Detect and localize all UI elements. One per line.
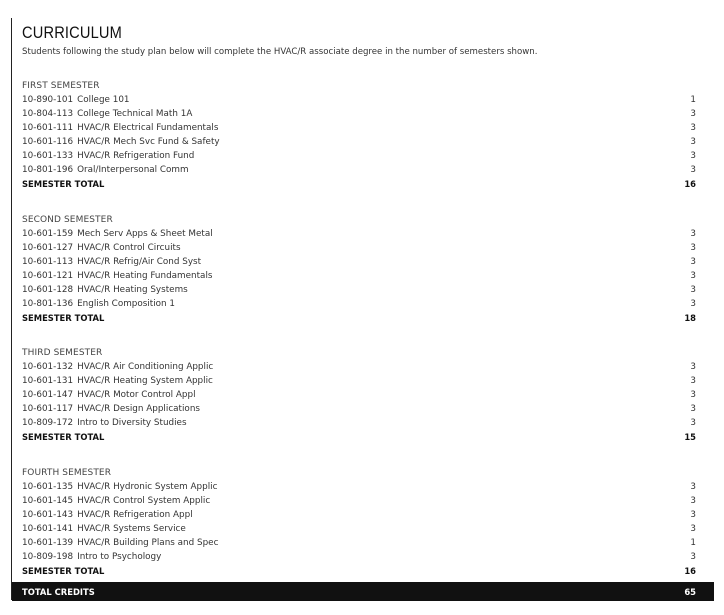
course-row [22,135,696,149]
intro-text: Students following the study plan below will complete the HVAC/R associate degree in the number of semesters shown. [22,47,538,57]
semester-total-row [22,430,696,444]
semester-total-value: 18 [684,313,696,323]
course-credits: 3 [690,524,696,534]
course-name: College Technical Math 1A [77,109,193,119]
course-row [22,416,696,430]
course-credits: 3 [690,257,696,267]
course-row [22,93,696,107]
course-credits: 3 [690,109,696,119]
semester-total-value: 15 [684,432,696,442]
course-label [22,149,194,163]
semester-total-row [22,311,696,325]
course-label [22,269,212,283]
course-credits: 3 [690,151,696,161]
semester-total-label: SEMESTER TOTAL [22,313,105,323]
course-credits: 3 [690,123,696,133]
course-row [22,255,696,269]
course-row [22,241,696,255]
semester-heading: THIRD SEMESTER [22,348,103,358]
course-code: 10-601-159 [22,229,74,239]
course-credits: 1 [690,538,696,548]
course-label [22,522,186,536]
course-credits: 3 [690,510,696,520]
semester-list [22,79,696,578]
course-label [22,360,213,374]
semester-heading: FOURTH SEMESTER [22,468,112,478]
course-label [22,107,192,121]
semester-block-third [22,346,696,444]
course-code: 10-804-113 [22,109,74,119]
course-label [22,508,193,522]
course-code: 10-601-111 [22,123,74,133]
semester-total-value: 16 [684,566,696,576]
course-name: Intro to Diversity Studies [77,418,187,428]
course-code: 10-601-139 [22,538,74,548]
course-credits: 3 [690,418,696,428]
course-row [22,121,696,135]
course-label [22,163,189,177]
course-name: HVAC/R Motor Control Appl [77,390,196,400]
course-label [22,227,213,241]
course-label [22,536,218,550]
course-credits: 3 [690,552,696,562]
curriculum-section [22,22,696,600]
course-code: 10-601-113 [22,257,74,267]
semester-total-label: SEMESTER TOTAL [22,179,105,189]
course-row [22,494,696,508]
course-name: College 101 [77,95,130,105]
course-name: HVAC/R Systems Service [77,524,186,534]
course-code: 10-601-127 [22,243,74,253]
course-name: HVAC/R Heating Systems [77,285,188,295]
course-label [22,297,175,311]
course-label [22,255,201,269]
course-name: HVAC/R Building Plans and Spec [77,538,219,548]
course-code: 10-601-128 [22,285,74,295]
course-code: 10-601-133 [22,151,74,161]
course-row [22,388,696,402]
page-title: CURRICULUM [22,23,123,42]
semester-block-first [22,79,696,191]
semester-heading: SECOND SEMESTER [22,215,113,225]
course-row [22,163,696,177]
course-label [22,135,220,149]
course-code: 10-890-101 [22,95,74,105]
course-name: HVAC/R Hydronic System Applic [77,482,218,492]
course-label [22,416,187,430]
course-row [22,374,696,388]
course-credits: 3 [690,243,696,253]
course-credits: 3 [690,137,696,147]
course-name: HVAC/R Design Applications [77,404,200,414]
course-name: HVAC/R Heating Fundamentals [77,271,213,281]
course-row [22,508,696,522]
course-code: 10-601-121 [22,271,74,281]
course-credits: 3 [690,496,696,506]
semester-total-label: SEMESTER TOTAL [22,566,105,576]
course-credits: 3 [690,376,696,386]
course-code: 10-601-147 [22,390,74,400]
course-code: 10-601-141 [22,524,74,534]
course-name: Intro to Psychology [77,552,162,562]
course-credits: 3 [690,271,696,281]
course-label [22,494,210,508]
course-row [22,480,696,494]
course-label [22,480,217,494]
course-credits: 3 [690,165,696,175]
course-code: 10-601-116 [22,137,74,147]
course-name: HVAC/R Refrigeration Appl [77,510,193,520]
course-name: HVAC/R Refrig/Air Cond Syst [77,257,202,267]
course-name: HVAC/R Control System Applic [77,496,211,506]
course-credits: 3 [690,229,696,239]
course-row [22,550,696,564]
course-name: English Composition 1 [77,299,176,309]
course-name: HVAC/R Refrigeration Fund [77,151,195,161]
course-name: HVAC/R Mech Svc Fund & Safety [77,137,220,147]
course-row [22,283,696,297]
course-code: 10-601-135 [22,482,74,492]
course-code: 10-601-117 [22,404,74,414]
course-code: 10-809-198 [22,552,74,562]
course-name: HVAC/R Electrical Fundamentals [77,123,219,133]
course-code: 10-601-145 [22,496,74,506]
total-credits-bar [12,582,714,601]
course-code: 10-601-143 [22,510,74,520]
semester-total-row [22,177,696,191]
course-name: Mech Serv Apps & Sheet Metal [77,229,213,239]
course-row [22,149,696,163]
course-name: Oral/Interpersonal Comm [77,165,189,175]
course-credits: 1 [690,95,696,105]
course-code: 10-801-196 [22,165,74,175]
course-label [22,550,161,564]
course-label [22,241,181,255]
course-code: 10-809-172 [22,418,74,428]
course-row [22,107,696,121]
course-label [22,388,196,402]
course-label [22,374,213,388]
course-code: 10-801-136 [22,299,74,309]
course-credits: 3 [690,285,696,295]
course-row [22,536,696,550]
course-credits: 3 [690,299,696,309]
total-credits-value: 65 [684,586,696,597]
course-row [22,360,696,374]
course-row [22,522,696,536]
semester-block-second [22,213,696,325]
total-credits-label: TOTAL CREDITS [22,586,95,597]
course-row [22,269,696,283]
semester-block-fourth [22,466,696,578]
course-label [22,402,200,416]
course-label [22,283,188,297]
course-credits: 3 [690,482,696,492]
course-label [22,121,218,135]
left-vertical-rule [11,18,12,600]
course-credits: 3 [690,390,696,400]
course-row [22,227,696,241]
course-credits: 3 [690,362,696,372]
course-name: HVAC/R Heating System Applic [77,376,213,386]
course-credits: 3 [690,404,696,414]
course-code: 10-601-131 [22,376,74,386]
semester-total-value: 16 [684,179,696,189]
semester-heading: FIRST SEMESTER [22,81,100,91]
course-code: 10-601-132 [22,362,74,372]
course-row [22,297,696,311]
course-name: HVAC/R Air Conditioning Applic [77,362,214,372]
course-row [22,402,696,416]
semester-total-row [22,564,696,578]
course-name: HVAC/R Control Circuits [77,243,181,253]
semester-total-label: SEMESTER TOTAL [22,432,105,442]
course-label [22,93,130,107]
